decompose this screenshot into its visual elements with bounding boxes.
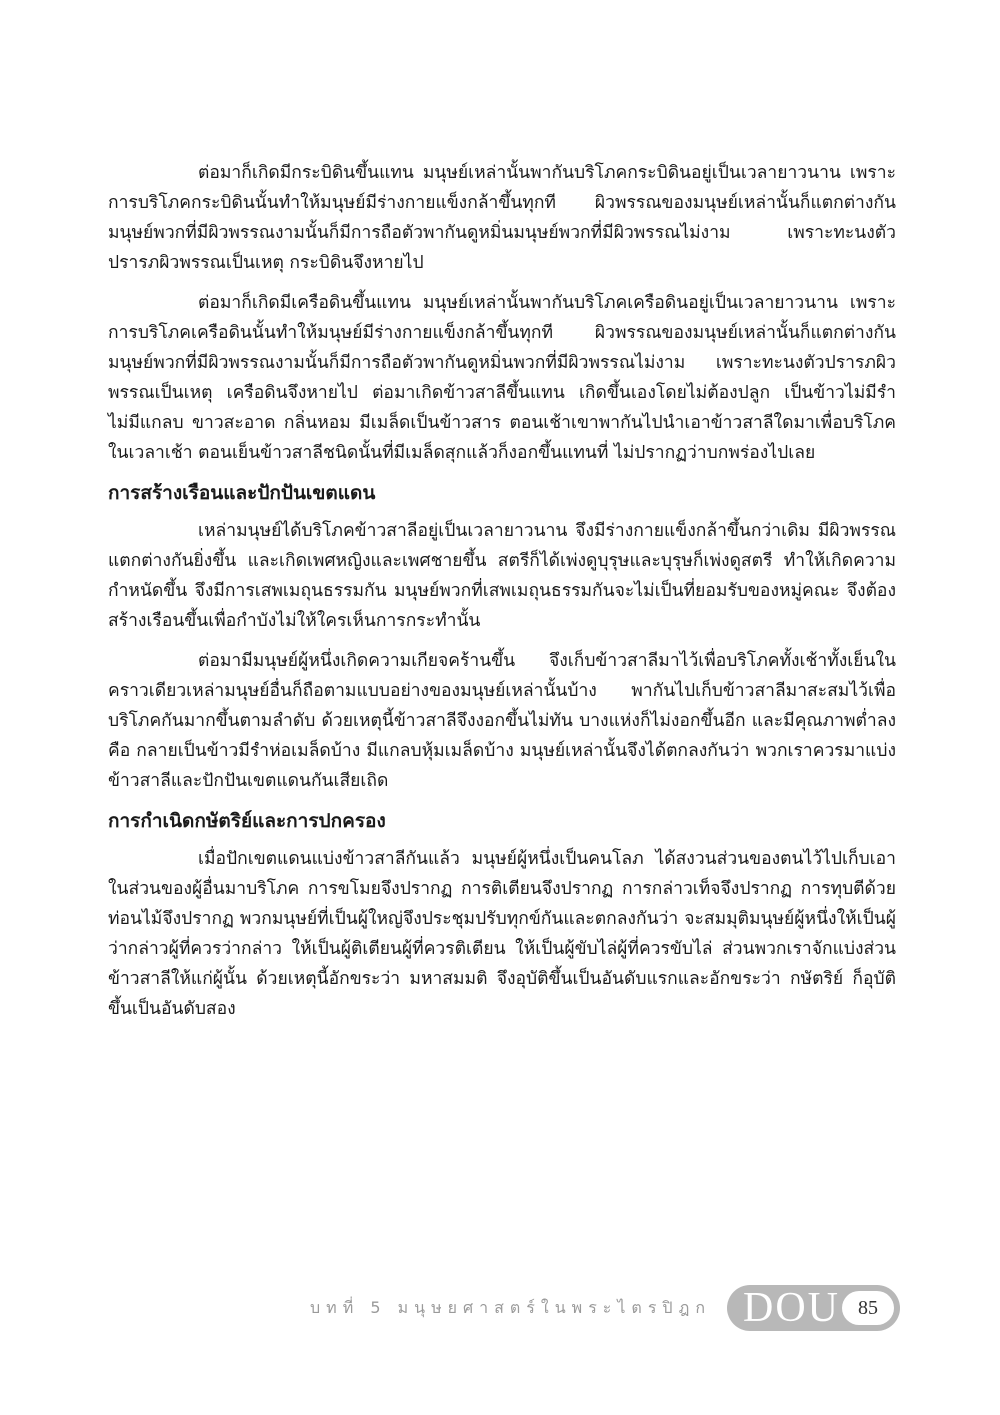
paragraph-3: เหล่ามนุษย์ได้บริโภคข้าวสาลีอยู่เป็นเวลายาวนาน จึงมีร่างกายแข็งกล้าขึ้นกว่าเดิม มีผิวพรรณแตกต่างกันยิ่งขึ้น และเกิดเพศหญิงและเพศชายขึ้น สตรีก็ได้เพ่งดูบุรุษและบุรุษก็เพ่งดูสตรี ทำให้เกิดความกำหนัดขึ้น จึงมีการเสพเมถุนธรรมกัน มนุษย์พวกที่เสพเมถุนธรรมกันจะไม่เป็นที่ยอมรับของหมู่คณะ จึงต้องสร้างเรือนขึ้นเพื่อกำบังไม่ให้ใครเห็นการกระทำนั้น: [108, 521, 896, 631]
page-footer: [310, 1283, 900, 1333]
section-heading-kingship: การกำเนิดกษัตริย์และการปกครอง: [108, 810, 386, 832]
dou-badge: [727, 1285, 900, 1331]
section-heading-housing: การสร้างเรือนและปักปันเขตแดน: [108, 482, 376, 504]
paragraph-1: ต่อมาก็เกิดมีกระบิดินขึ้นแทน มนุษย์เหล่านั้นพากันบริโภคกระบิดินอยู่เป็นเวลายาวนาน เพราะการบริโภคกระบิดินนั้นทำให้มนุษย์มีร่างกายแข็งกล้าขึ้นทุกที ผิวพรรณของมนุษย์เหล่านั้นก็แตกต่างกัน มนุษย์พวกที่มีผิวพรรณงามนั้นก็มีการถือตัวพากันดูหมิ่นมนุษย์พวกที่มีผิวพรรณไม่งาม เพราะทะนงตัวปรารภผิวพรรณเป็นเหตุ กระบิดินจึงหายไป: [108, 163, 896, 273]
paragraph-2: ต่อมาก็เกิดมีเครือดินขึ้นแทน มนุษย์เหล่านั้นพากันบริโภคเครือดินอยู่เป็นเวลายาวนาน เพราะการบริโภคเครือดินนั้นทำให้มนุษย์มีร่างกายแข็งกล้าขึ้นทุกที ผิวพรรณของมนุษย์เหล่านั้นก็แตกต่างกัน มนุษย์พวกที่มีผิวพรรณงามนั้นก็มีการถือตัวพากันดูหมิ่นพวกที่มีผิวพรรณไม่งาม เพราะทะนงตัวปรารภผิวพรรณเป็นเหตุ เครือดินจึงหายไป ต่อมาเกิดข้าวสาลีขึ้นแทน เกิดขึ้นเองโดยไม่ต้องปลูก เป็นข้าวไม่มีรำ ไม่มีแกลบ ขาวสะอาด กลิ่นหอม มีเมล็ดเป็นข้าวสาร ตอนเช้าเขาพากันไปนำเอาข้าวสาลีใดมาเพื่อบริโภคในเวลาเช้า ตอนเย็นข้าวสาลีชนิดนั้นที่มีเมล็ดสุกแล้วก็งอกขึ้นแทนที่ ไม่ปรากฏว่าบกพร่องไปเลย: [108, 293, 896, 463]
paragraph-5: เมื่อปักเขตแดนแบ่งข้าวสาลีกันแล้ว มนุษย์ผู้หนึ่งเป็นคนโลภ ได้สงวนส่วนของตนไว้ไปเก็บเอาในส่วนของผู้อื่นมาบริโภค การขโมยจึงปรากฏ การติเตียนจึงปรากฏ การกล่าวเท็จจึงปรากฏ การทุบตีด้วยท่อนไม้จึงปรากฏ พวกมนุษย์ที่เป็นผู้ใหญ่จึงประชุมปรับทุกข์กันและตกลงกันว่า จะสมมุติมนุษย์ผู้หนึ่งให้เป็นผู้ว่ากล่าวผู้ที่ควรว่ากล่าว ให้เป็นผู้ติเตียนผู้ที่ควรติเตียน ให้เป็นผู้ขับไล่ผู้ที่ควรขับไล่ ส่วนพวกเราจักแบ่งส่วนข้าวสาลีให้แก่ผู้นั้น ด้วยเหตุนี้อักขระว่า มหาสมมติ จึงอุบัติขึ้นเป็นอันดับแรกและอักขระว่า กษัตริย์ ก็อุบัติขึ้นเป็นอันดับสอง: [108, 849, 896, 1019]
dou-logo: DOU: [743, 1285, 840, 1331]
page-number: 85: [842, 1291, 894, 1325]
paragraph-4: ต่อมามีมนุษย์ผู้หนึ่งเกิดความเกียจคร้านขึ้น จึงเก็บข้าวสาลีมาไว้เพื่อบริโภคทั้งเช้าทั้งเย็นในคราวเดียวเหล่ามนุษย์อื่นก็ถือตามแบบอย่างของมนุษย์เหล่านั้นบ้าง พากันไปเก็บข้าวสาลีมาสะสมไว้เพื่อบริโภคกันมากขึ้นตามลำดับ ด้วยเหตุนี้ข้าวสาลีจึงงอกขึ้นไม่ทัน บางแห่งก็ไม่งอกขึ้นอีก และมีคุณภาพต่ำลงคือ กลายเป็นข้าวมีรำห่อเมล็ดบ้าง มีแกลบหุ้มเมล็ดบ้าง มนุษย์เหล่านั้นจึงได้ตกลงกันว่า พวกเราควรมาแบ่งข้าวสาลีและปักปันเขตแดนกันเสียเถิด: [108, 651, 896, 791]
page-content: [108, 158, 896, 1034]
chapter-title: บทที่ 5 มนุษยศาสตร์ในพระไตรปิฎก: [310, 1297, 711, 1317]
